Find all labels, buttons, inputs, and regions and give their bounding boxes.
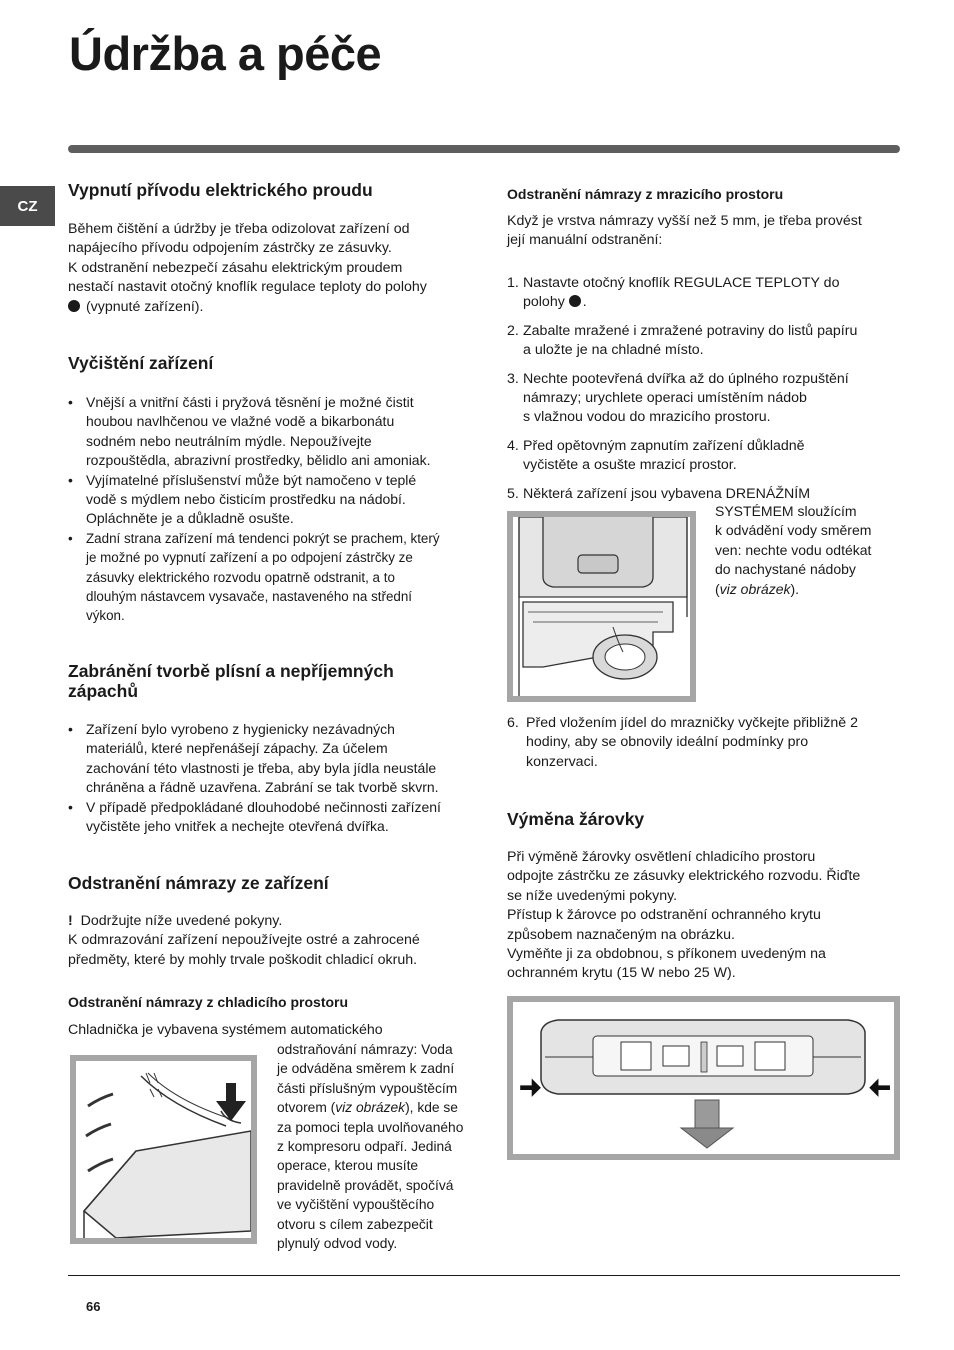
text-line: způsobem naznačeným na obrázku. — [507, 926, 735, 943]
list-item — [507, 437, 907, 476]
list-item — [68, 529, 478, 626]
step-number: 4. — [507, 437, 519, 454]
bulb-text — [507, 848, 907, 984]
text-line: Když je vrstva námrazy vyšší než 5 mm, je třeba provést — [507, 213, 862, 229]
freezer-intro — [507, 212, 907, 251]
text-span: ). — [790, 580, 800, 597]
text-line: části příslušným vypouštěcím — [277, 1080, 458, 1096]
text-line: • Vyjímatelné příslušenství může být namočeno v teplé — [86, 471, 417, 488]
text-line: rozpouštědla, abrazivní prostředky, bělidlo ani amoniak. — [86, 452, 431, 469]
drain-system-text — [715, 502, 905, 599]
text-line: K odmrazování zařízení nepoužívejte ostré a zahrocené — [68, 932, 420, 949]
text-line: SYSTÉMEM sloužícím — [715, 503, 857, 519]
text-line: Nastavte otočný knoflík REGULACE TEPLOTY do — [523, 275, 840, 291]
text-line: • Vnější a vnitřní části i pryžová těsnění je možné čistit — [86, 394, 414, 410]
freezer-steps-list-cont — [507, 714, 907, 772]
text-line: zachování této vlastnosti je třeba, aby byla jídla neustále — [86, 759, 437, 776]
text-line: otvoru s cílem zabezpečit — [277, 1216, 433, 1232]
step-number: 5. — [507, 485, 519, 502]
text-line: konzervaci. — [526, 753, 598, 770]
text-line: Zabalte mražené i zmražené potraviny do listů papíru — [523, 322, 858, 339]
freezer-steps-list — [507, 274, 907, 504]
text-line: sodném nebo neutrálním mýdle. Nepoužívejte — [86, 432, 372, 449]
text-line: nestačí nastavit otočný knoflík regulace teploty do polohy — [68, 279, 427, 296]
list-item — [68, 393, 478, 471]
section-heading-mold — [68, 661, 394, 701]
text-line — [68, 912, 478, 931]
text-span: viz obrázek — [719, 580, 791, 597]
section-heading-defrost: Odstranění námrazy ze zařízení — [68, 873, 329, 893]
text-line: Nechte pootevřená dvířka až do úplného rozpuštění — [523, 370, 849, 387]
text-line: Před vložením jídel do mrazničky vyčkejte přibližně 2 — [526, 715, 858, 731]
text-line: K odstranění nebezpečí zásahu elektrickým proudem — [68, 259, 403, 276]
list-item — [507, 322, 907, 361]
fridge-drain-illustration — [70, 1055, 257, 1244]
off-position-dot-icon — [68, 300, 80, 312]
text-line: Při výměně žárovky osvětlení chladicího prostoru — [507, 849, 816, 865]
section-heading-bulb: Výměna žárovky — [507, 809, 645, 829]
text-line: vyčistěte jeho vnitřek a nechejte otevřená dvířka. — [86, 818, 389, 835]
step-number: 3. — [507, 370, 519, 387]
heading-line: zápachů — [68, 681, 139, 702]
text-line: Chladnička je vybavena systémem automatického — [68, 1022, 383, 1038]
text-line — [68, 298, 468, 317]
text-line: ven: nechte vodu odtékat — [715, 541, 872, 558]
section-power-text — [68, 220, 468, 317]
step-text — [523, 322, 857, 361]
lamp-cover-illustration — [507, 996, 900, 1160]
text-span: Dodržujte níže uvedené pokyny. — [80, 913, 283, 929]
footer-divider — [68, 1275, 900, 1276]
text-line: Přístup k žárovce po odstranění ochranného krytu — [507, 907, 821, 924]
text-line: pravidelně provádět, spočívá — [277, 1177, 454, 1193]
text-line: výkon. — [86, 608, 125, 624]
section-heading-cleaning: Vyčištění zařízení — [68, 353, 214, 373]
text-line: materiálů, které nepřenášejí zápachy. Za účelem — [86, 740, 388, 757]
text-line: ve vyčištění vypouštěcího — [277, 1197, 435, 1213]
step-number: 2. — [507, 322, 519, 339]
list-item — [507, 714, 907, 772]
heading-line: Zabránění tvorbě plísní a nepříjemných — [68, 661, 394, 681]
text-line: hodiny, aby se obnovily ideální podmínky pro — [526, 734, 809, 751]
list-item — [507, 370, 907, 428]
list-item — [68, 720, 478, 798]
defrost-warning — [68, 912, 478, 970]
freezer-drain-illustration — [507, 511, 696, 702]
text-line: s vlažnou vodou do mrazicího prostoru. — [523, 409, 771, 426]
text-line: • V případě předpokládané dlouhodobé nečinnosti zařízení — [86, 798, 441, 815]
text-line: její manuální odstranění: — [507, 232, 663, 249]
text-span: ), kde se — [405, 1100, 458, 1116]
fridge-drain-drawing — [76, 1061, 251, 1238]
fridge-defrost-text — [277, 1040, 482, 1253]
list-item — [68, 798, 478, 837]
off-position-dot-icon — [569, 295, 581, 307]
step-text — [523, 274, 839, 313]
text-line: vyčistěte a osušte mrazicí prostor. — [523, 457, 737, 474]
text-line — [277, 1098, 482, 1117]
text-line: předměty, které by mohly trvale poškodit chladicí okruh. — [68, 951, 418, 968]
text-line: plynulý odvod vody. — [277, 1236, 398, 1252]
page-number: 66 — [86, 1299, 101, 1314]
text-line: odpojte zástrčku ze zásuvky elektrického rozvodu. Řiďte — [507, 868, 861, 885]
step-text — [526, 714, 858, 772]
text-line: námrazy; urychlete operaci umístěním nádob — [523, 390, 807, 407]
lamp-cover-drawing — [513, 1002, 894, 1154]
text-line: houbou navlhčenou ve vlažné vodě a bikarbonátu — [86, 413, 395, 430]
text-line: je odváděna směrem k zadní — [277, 1061, 455, 1077]
text-span: viz obrázek — [335, 1100, 406, 1116]
text-line: do nachystané nádoby — [715, 561, 856, 578]
step-text: Některá zařízení jsou vybavena DRENÁŽNÍM — [523, 485, 811, 502]
step-number: 6. — [507, 715, 519, 731]
text-line: k odvádění vody směrem — [715, 522, 872, 539]
text-line: chráněna a řádně uzavřena. Zabrání se tak tvorbě skvrn. — [86, 779, 439, 796]
text-line: za pomoci tepla uvolňovaného — [277, 1119, 464, 1135]
subheading-freezer-defrost: Odstranění námrazy z mrazicího prostoru — [507, 186, 784, 202]
language-tab: CZ — [0, 186, 55, 226]
text-line: se níže uvedenými pokyny. — [507, 887, 678, 904]
text-line: z kompresoru odpaří. Jediná — [277, 1139, 452, 1155]
text-line: Před opětovným zapnutím zařízení důkladně — [523, 437, 805, 454]
text-line: napájecího přívodu odpojením zástrčky ze zásuvky. — [68, 240, 392, 257]
text-line: vodě s mýdlem nebo čisticím prostředku na nádobí. — [86, 491, 406, 508]
text-line: odstraňování námrazy: Voda — [277, 1042, 453, 1057]
warning-icon: ! — [68, 913, 73, 929]
step-text — [523, 437, 805, 476]
step-number: 1. — [507, 275, 519, 291]
text-line: polohy . — [523, 294, 587, 311]
subheading-fridge-defrost: Odstranění námrazy z chladicího prostoru — [68, 994, 349, 1010]
text-span: (vypnuté zařízení). — [85, 298, 204, 315]
text-line: • Zadní strana zařízení má tendenci pokrýt se prachem, který — [86, 530, 440, 546]
mold-list — [68, 720, 478, 836]
page-title: Údržba a péče — [69, 27, 382, 80]
text-line: je možné po vypnutí zařízení a po odpojení zástrčky ze — [86, 550, 413, 566]
text-line: ochranném krytu (15 W nebo 25 W). — [507, 965, 736, 982]
text-line: • Zařízení bylo vyrobeno z hygienicky nezávadných — [86, 721, 395, 737]
text-line: Vyměňte ji za obdobnou, s příkonem uvedeným na — [507, 946, 826, 963]
list-item — [507, 274, 907, 313]
cleaning-list — [68, 393, 478, 626]
text-span: otvorem ( — [277, 1100, 336, 1116]
text-span: ( — [715, 580, 720, 597]
text-line: zásuvky elektrického rozvodu opatrně odstranit, a to — [86, 569, 395, 585]
freezer-drain-drawing — [513, 517, 690, 696]
header-divider — [68, 145, 900, 153]
text-line: a uložte je na chladné místo. — [523, 342, 704, 359]
list-item — [68, 471, 478, 529]
text-line: dlouhým nástavcem vysavače, nastaveného na střední — [86, 589, 413, 605]
text-line: Opláchněte je a důkladně osušte. — [86, 510, 294, 527]
section-heading-power: Vypnutí přívodu elektrického proudu — [68, 180, 373, 200]
text-line: operace, kterou musíte — [277, 1158, 419, 1174]
text-line: Během čištění a údržby je třeba odizolovat zařízení od — [68, 221, 410, 237]
step-text — [523, 370, 849, 428]
text-span: polohy — [523, 294, 565, 311]
text-line — [715, 580, 905, 599]
